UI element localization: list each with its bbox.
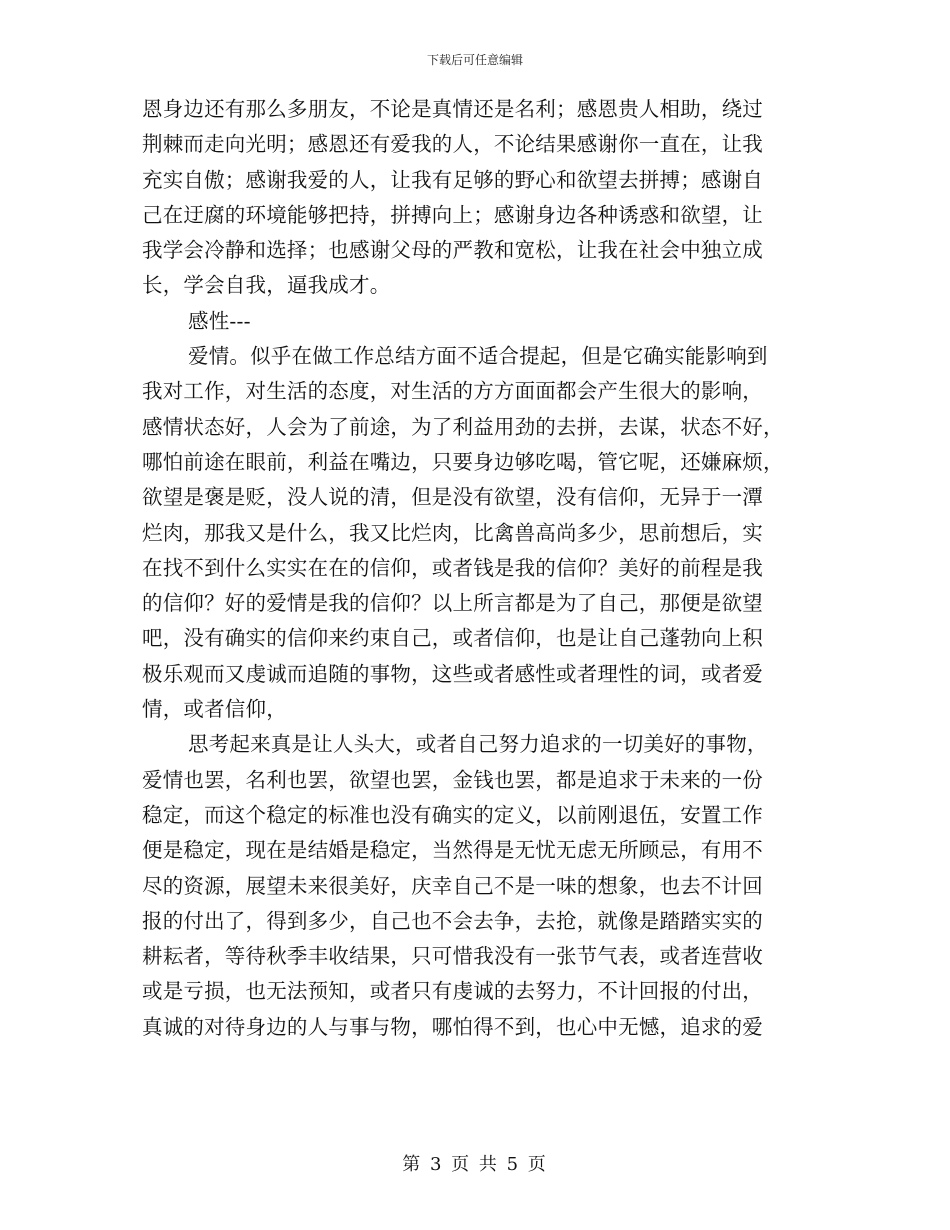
body-line: 耕耘者，等待秋季丰收结果，只可惜我没有一张节气表，或者连营收 xyxy=(142,944,763,969)
body-line: 长，学会自我，逼我成才。 xyxy=(142,273,391,298)
body-line: 便是稳定，现在是结婚是稳定，当然得是无忧无虑无所顾忌，有用不 xyxy=(142,838,763,863)
body-line: 真诚的对待身边的人与事与物，哪怕得不到，也心中无憾，追求的爱 xyxy=(142,1014,763,1039)
body-line: 爱情也罢，名利也罢，欲望也罢，金钱也罢，都是追求于未来的一份 xyxy=(142,767,763,792)
body-line: 欲望是褒是贬，没人说的清，但是没有欲望，没有信仰，无异于一潭 xyxy=(142,485,763,510)
body-line: 思考起来真是让人头大，或者自己努力追求的一切美好的事物， xyxy=(188,732,768,757)
body-line: 尽的资源，展望未来很美好，庆幸自己不是一味的想象，也去不计回 xyxy=(142,873,763,898)
body-line: 极乐观而又虔诚而追随的事物，这些或者感性或者理性的词，或者爱 xyxy=(142,661,763,686)
body-line: 爱情。似乎在做工作总结方面不适合提起，但是它确实能影响到 xyxy=(188,344,768,369)
body-line: 情，或者信仰， xyxy=(142,697,287,722)
body-line: 稳定，而这个稳定的标准也没有确实的定义，以前刚退伍，安置工作 xyxy=(142,802,763,827)
body-line: 己在迂腐的环境能够把持，拼搏向上；感谢身边各种诱惑和欲望，让 xyxy=(142,202,763,227)
body-line: 充实自傲；感谢我爱的人，让我有足够的野心和欲望去拼搏；感谢自 xyxy=(142,167,763,192)
body-line: 吧，没有确实的信仰来约束自己，或者信仰，也是让自己蓬勃向上积 xyxy=(142,626,763,651)
body-line: 报的付出了，得到多少，自己也不会去争，去抢，就像是踏踏实实的 xyxy=(142,908,763,933)
body-line: 的信仰？好的爱情是我的信仰？以上所言都是为了自己，那便是欲望 xyxy=(142,591,763,616)
body-line: 感情状态好，人会为了前途，为了利益用劲的去拼，去谋，状态不好， xyxy=(142,414,784,439)
page-header: 下载后可任意编辑 xyxy=(426,53,523,67)
body-line: 我学会冷静和选择；也感谢父母的严教和宽松，让我在社会中独立成 xyxy=(142,238,763,263)
body-line: 恩身边还有那么多朋友，不论是真情还是名利；感恩贵人相助，绕过 xyxy=(142,97,763,121)
body-line: 我对工作，对生活的态度，对生活的方方面面都会产生很大的影响， xyxy=(142,379,763,404)
section-heading: 感性--- xyxy=(188,308,251,333)
body-line: 哪怕前途在眼前，利益在嘴边，只要身边够吃喝，管它呢，还嫌麻烦， xyxy=(142,449,784,474)
document-body xyxy=(142,92,810,1045)
page-number-footer: 第 3 页 共 5 页 xyxy=(402,1154,548,1175)
body-line: 或是亏损，也无法预知，或者只有虔诚的去努力，不计回报的付出， xyxy=(142,979,763,1004)
body-line: 荆棘而走向光明；感恩还有爱我的人，不论结果感谢你一直在，让我 xyxy=(142,132,763,157)
body-line: 烂肉，那我又是什么，我又比烂肉，比禽兽高尚多少，思前想后，实 xyxy=(142,520,763,545)
body-line: 在找不到什么实实在在的信仰，或者钱是我的信仰？美好的前程是我 xyxy=(142,555,763,580)
